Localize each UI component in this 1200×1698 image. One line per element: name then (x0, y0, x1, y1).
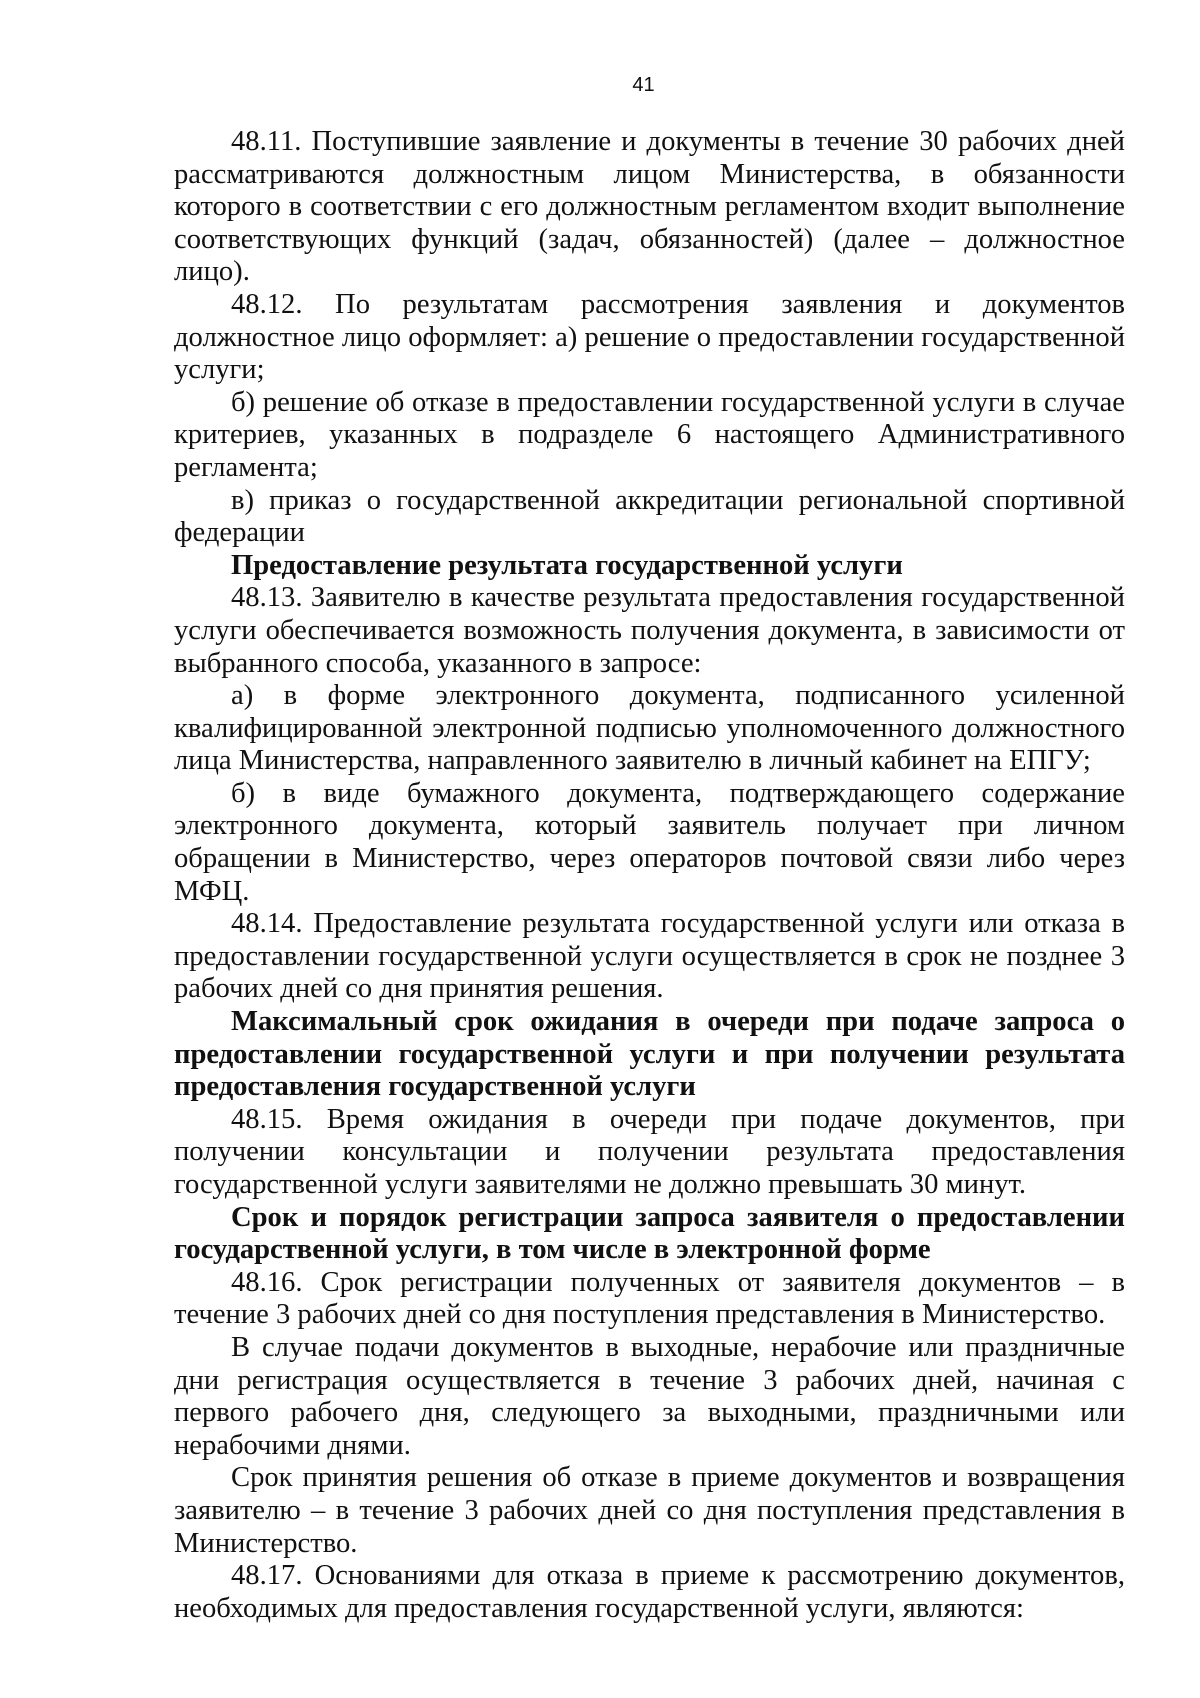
paragraph-48-13-a: а) в форме электронного документа, подписанного усиленной квалифицированной электронной подписью уполномоченного должностного лица Министерства, направленного заявителю в личный кабинет на ЕПГУ; (174, 680, 1125, 777)
section-heading-queue: Максимальный срок ожидания в очереди при подаче запроса о предоставлении государственной услуги и при получении результата предоставления государственной услуги (174, 1006, 1125, 1103)
paragraph-48-11: 48.11. Поступившие заявление и документы в течение 30 рабочих дней рассматриваются должностным лицом Министерства, в обязанности которого в соответствии с его должностным регламентом входит выполнение соответствующих функций (задач, обязанностей) (далее – должностное лицо). (174, 126, 1125, 288)
section-heading-registration: Срок и порядок регистрации запроса заявителя о предоставлении государственной услуги, в том числе в электронной форме (174, 1201, 1125, 1266)
paragraph-48-13-b: б) в виде бумажного документа, подтверждающего содержание электронного документа, который заявитель получает при личном обращении в Министерство, через операторов почтовой связи либо через МФЦ. (174, 777, 1125, 907)
paragraph-48-17: 48.17. Основаниями для отказа в приеме к рассмотрению документов, необходимых для предоставления государственной услуги, являются: (174, 1560, 1125, 1624)
paragraph-48-16-refusal: Срок принятия решения об отказе в приеме документов и возвращения заявителю – в течение 3 рабочих дней со дня поступления представления в Министерство. (174, 1462, 1125, 1559)
paragraph-48-15: 48.15. Время ожидания в очереди при подаче документов, при получении консультации и получении результата предоставления государственной услуги заявителями не должно превышать 30 минут. (174, 1103, 1125, 1200)
paragraph-48-12-v: в) приказ о государственной аккредитации региональной спортивной федерации (174, 484, 1125, 549)
section-heading-result: Предоставление результата государственной услуги (231, 549, 903, 581)
paragraph-48-13: 48.13. Заявителю в качестве результата предоставления государственной услуги обеспечивается возможность получения документа, в зависимости от выбранного способа, указанного в запросе: (174, 582, 1125, 679)
page-number: 41 (632, 74, 655, 96)
paragraph-48-16-holidays: В случае подачи документов в выходные, нерабочие или праздничные дни регистрация осуществляется в течение 3 рабочих дней, начиная с первого рабочего дня, следующего за выходными, праздничными или нерабочими днями. (174, 1331, 1125, 1461)
paragraph-48-12: 48.12. По результатам рассмотрения заявления и документов должностное лицо оформляет: а) решение о предоставлении государственной услуги; (174, 288, 1125, 386)
paragraph-48-12-b: б) решение об отказе в предоставлении государственной услуги в случае критериев, указанных в подразделе 6 настоящего Административного регламента; (174, 386, 1125, 483)
document-body (174, 126, 1125, 1625)
paragraph-48-16: 48.16. Срок регистрации полученных от заявителя документов – в течение 3 рабочих дней со дня поступления представления в Министерство. (174, 1266, 1125, 1331)
paragraph-48-14: 48.14. Предоставление результата государственной услуги или отказа в предоставлении государственной услуги осуществляется в срок не позднее 3 рабочих дней со дня принятия решения. (174, 908, 1125, 1005)
